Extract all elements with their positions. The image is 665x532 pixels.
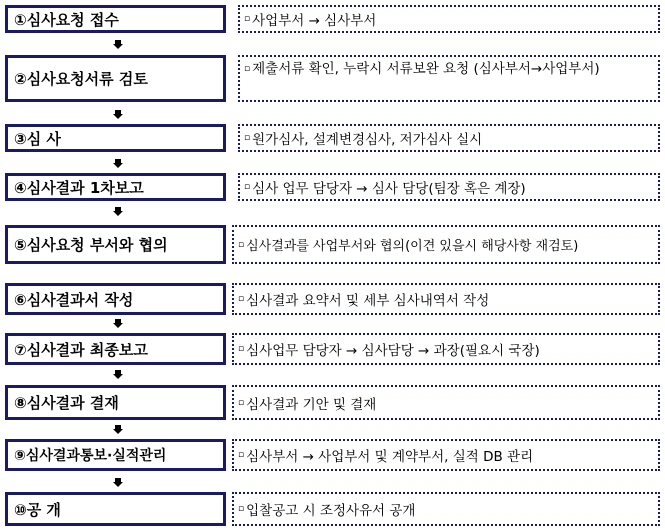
step-9-box — [5, 439, 226, 471]
step-5-box — [5, 225, 226, 264]
step-8-box — [5, 385, 226, 420]
step-6-desc-text: 심사결과 요약서 및 세부 심사내역서 작성 — [246, 293, 490, 309]
step-7-box — [5, 333, 226, 365]
step-4-box — [5, 173, 226, 201]
step-1-box — [5, 5, 226, 33]
step-1-label: ①심사요청 접수 — [14, 10, 119, 29]
down-arrow-icon — [113, 110, 123, 119]
step-7-label: ⑦심사결과 최종보고 — [14, 340, 148, 359]
step-10-desc-text: 입찰공고 시 조정사유서 공개 — [246, 503, 416, 519]
bullet-icon: ▫ — [244, 133, 251, 143]
down-arrow-icon — [113, 40, 123, 49]
down-arrow-icon — [113, 159, 123, 168]
step-4-label: ④심사결과 1차보고 — [14, 178, 144, 197]
step-7-description — [232, 333, 660, 365]
step-6-box — [5, 283, 226, 315]
down-arrow-icon — [113, 319, 123, 328]
bullet-icon: ▫ — [238, 504, 245, 514]
bullet-icon: ▫ — [238, 450, 245, 460]
bullet-icon: ▫ — [244, 64, 251, 74]
down-arrow-icon — [113, 207, 123, 216]
step-8-desc-text: 심사결과 기안 및 결재 — [246, 396, 377, 413]
step-4-desc-text: 심사 업무 담당자 → 심사 담당(팀장 혹은 계장) — [252, 181, 526, 197]
down-arrow-icon — [113, 478, 123, 487]
step-3-label: ③심 사 — [14, 129, 61, 148]
step-9-desc-text: 심사부서 → 사업부서 및 계약부서, 실적 DB 관리 — [246, 449, 534, 465]
step-5-label: ⑤심사요청 부서와 협의 — [14, 236, 168, 254]
step-2-label: ②심사요청서류 검토 — [14, 70, 148, 88]
step-8-description — [232, 385, 660, 420]
step-1-desc-text: 사업부서 → 심사부서 — [252, 13, 377, 29]
down-arrow-icon — [113, 370, 123, 379]
step-3-box — [5, 124, 226, 152]
step-9-label: ⑨심사결과통보·실적관리 — [14, 448, 167, 464]
step-2-box — [5, 55, 226, 102]
step-10-description — [232, 492, 660, 526]
step-10-box — [5, 492, 226, 526]
step-5-description — [232, 225, 660, 264]
bullet-icon: ▫ — [238, 344, 245, 354]
step-9-description — [232, 439, 660, 471]
bullet-icon: ▫ — [244, 14, 251, 24]
bullet-icon: ▫ — [238, 397, 245, 408]
step-7-desc-text: 심사업무 담당자 → 심사담당 → 과장(필요시 국장) — [246, 343, 540, 359]
step-8-label: ⑧심사결과 결재 — [14, 394, 119, 412]
bullet-icon: ▫ — [238, 294, 245, 304]
step-2-description — [238, 55, 660, 102]
step-4-description — [238, 173, 660, 201]
step-2-desc-text: 제출서류 확인, 누락시 서류보완 요청 (심사부서→사업부서) — [252, 61, 600, 77]
bullet-icon: ▫ — [238, 239, 245, 250]
step-6-description — [232, 283, 660, 315]
step-6-label: ⑥심사결과서 작성 — [14, 290, 134, 309]
step-3-desc-text: 원가심사, 설계변경심사, 저가심사 실시 — [252, 132, 483, 148]
step-5-desc-text: 심사결과를 사업부서와 협의(이견 있을시 해당사항 재검토) — [246, 239, 579, 254]
down-arrow-icon — [113, 425, 123, 434]
step-10-label: ⑩공 개 — [14, 500, 61, 519]
step-1-description — [238, 5, 660, 33]
step-3-description — [238, 124, 660, 152]
bullet-icon: ▫ — [244, 182, 251, 192]
